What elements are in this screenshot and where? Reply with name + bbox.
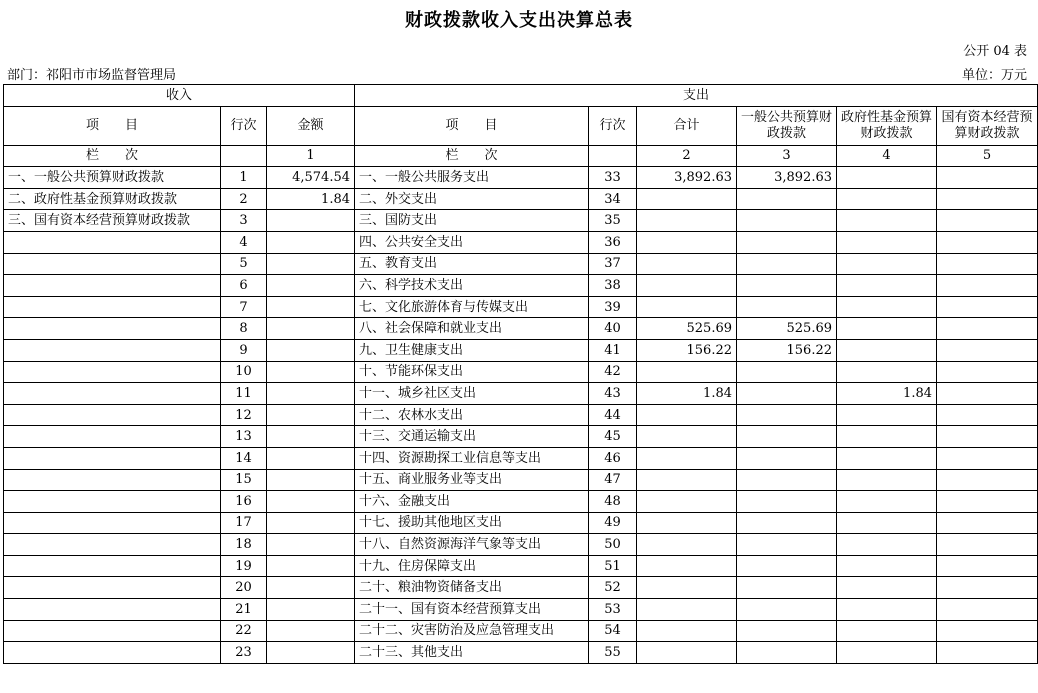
column-number-row	[4, 145, 1038, 167]
income-line-no-cell: 23	[221, 642, 267, 664]
general-budget-cell	[737, 469, 837, 491]
total-header: 合计	[637, 106, 737, 145]
income-amount-cell	[267, 555, 355, 577]
page-title: 财政拨款收入支出决算总表	[405, 10, 633, 31]
general-budget-cell: 3,892.63	[737, 167, 837, 189]
general-budget-cell	[737, 361, 837, 383]
gov-fund-cell	[837, 167, 937, 189]
gov-fund-cell	[837, 491, 937, 513]
income-line-no-cell: 8	[221, 318, 267, 340]
income-line-no-cell: 21	[221, 599, 267, 621]
income-amount-header: 金额	[267, 106, 355, 145]
income-item-cell	[4, 253, 221, 275]
income-item-cell	[4, 469, 221, 491]
income-item-cell	[4, 318, 221, 340]
expense-line-no-cell: 44	[589, 404, 637, 426]
table-row	[4, 404, 1038, 426]
expense-line-no-cell: 48	[589, 491, 637, 513]
expense-line-no-cell: 53	[589, 599, 637, 621]
total-cell	[637, 620, 737, 642]
expense-item-cell: 二、外交支出	[355, 188, 589, 210]
income-item-cell	[4, 361, 221, 383]
gov-fund-cell	[837, 275, 937, 297]
expense-item-cell: 十一、城乡社区支出	[355, 383, 589, 405]
income-item-cell	[4, 620, 221, 642]
expense-item-cell: 十八、自然资源海洋气象等支出	[355, 534, 589, 556]
column-number-4: 4	[837, 145, 937, 167]
table-row	[4, 620, 1038, 642]
general-budget-cell	[737, 642, 837, 664]
state-capital-cell	[937, 361, 1038, 383]
income-amount-cell	[267, 577, 355, 599]
expense-line-no-cell: 47	[589, 469, 637, 491]
income-line-no-cell: 20	[221, 577, 267, 599]
total-cell	[637, 426, 737, 448]
income-line-no-cell: 2	[221, 188, 267, 210]
state-capital-cell	[937, 253, 1038, 275]
income-amount-cell	[267, 383, 355, 405]
expense-item-cell: 十五、商业服务业等支出	[355, 469, 589, 491]
total-cell: 156.22	[637, 339, 737, 361]
gov-fund-header: 政府性基金预算财政拨款	[837, 106, 937, 145]
department-label: 部门：祁阳市市场监督管理局	[7, 68, 177, 83]
income-amount-cell	[267, 296, 355, 318]
gov-fund-cell	[837, 599, 937, 621]
income-line-no-header: 行次	[221, 106, 267, 145]
total-cell	[637, 642, 737, 664]
table-row	[4, 491, 1038, 513]
total-cell	[637, 296, 737, 318]
general-budget-cell	[737, 231, 837, 253]
general-budget-cell	[737, 426, 837, 448]
general-budget-cell	[737, 383, 837, 405]
income-item-cell	[4, 577, 221, 599]
empty-cell	[221, 145, 267, 167]
general-budget-cell	[737, 491, 837, 513]
gov-fund-cell	[837, 534, 937, 556]
income-item-cell	[4, 404, 221, 426]
state-capital-cell	[937, 296, 1038, 318]
general-budget-cell	[737, 253, 837, 275]
expense-item-cell: 五、教育支出	[355, 253, 589, 275]
total-cell	[637, 447, 737, 469]
expense-line-no-cell: 37	[589, 253, 637, 275]
expense-line-no-cell: 55	[589, 642, 637, 664]
expense-line-no-cell: 35	[589, 210, 637, 232]
total-cell	[637, 534, 737, 556]
income-line-no-cell: 4	[221, 231, 267, 253]
gov-fund-cell	[837, 361, 937, 383]
state-capital-cell	[937, 555, 1038, 577]
income-header: 收入	[4, 85, 355, 107]
income-item-header: 项 目	[4, 106, 221, 145]
table-row	[4, 383, 1038, 405]
income-item-cell	[4, 491, 221, 513]
expense-line-no-cell: 49	[589, 512, 637, 534]
income-item-cell	[4, 599, 221, 621]
income-item-cell	[4, 555, 221, 577]
table-row	[4, 231, 1038, 253]
expense-item-cell: 一、一般公共服务支出	[355, 167, 589, 189]
income-line-no-cell: 19	[221, 555, 267, 577]
gov-fund-cell	[837, 426, 937, 448]
table-row	[4, 318, 1038, 340]
income-amount-cell	[267, 426, 355, 448]
total-cell	[637, 555, 737, 577]
state-capital-cell	[937, 491, 1038, 513]
expense-item-cell: 七、文化旅游体育与传媒支出	[355, 296, 589, 318]
total-cell	[637, 231, 737, 253]
table-row	[4, 469, 1038, 491]
state-capital-cell	[937, 426, 1038, 448]
expense-line-no-cell: 38	[589, 275, 637, 297]
income-amount-cell	[267, 275, 355, 297]
expense-item-cell: 四、公共安全支出	[355, 231, 589, 253]
total-cell	[637, 512, 737, 534]
general-budget-cell: 525.69	[737, 318, 837, 340]
general-budget-cell	[737, 577, 837, 599]
expense-line-no-cell: 46	[589, 447, 637, 469]
column-number-2: 2	[637, 145, 737, 167]
income-amount-cell	[267, 534, 355, 556]
table-row	[4, 534, 1038, 556]
gov-fund-cell	[837, 512, 937, 534]
table-row	[4, 339, 1038, 361]
income-amount-cell	[267, 361, 355, 383]
state-capital-cell	[937, 620, 1038, 642]
expense-item-cell: 十三、交通运输支出	[355, 426, 589, 448]
income-item-cell	[4, 231, 221, 253]
income-line-no-cell: 13	[221, 426, 267, 448]
total-cell	[637, 253, 737, 275]
gov-fund-cell: 1.84	[837, 383, 937, 405]
general-budget-cell	[737, 447, 837, 469]
gov-fund-cell	[837, 318, 937, 340]
total-cell	[637, 361, 737, 383]
state-capital-cell	[937, 339, 1038, 361]
gov-fund-cell	[837, 555, 937, 577]
income-amount-cell	[267, 447, 355, 469]
income-amount-cell	[267, 210, 355, 232]
general-budget-cell	[737, 296, 837, 318]
expense-line-no-cell: 36	[589, 231, 637, 253]
income-amount-cell	[267, 512, 355, 534]
table-row	[4, 167, 1038, 189]
state-capital-cell	[937, 318, 1038, 340]
general-budget-cell	[737, 512, 837, 534]
expense-line-no-cell: 33	[589, 167, 637, 189]
table-code: 公开 04 表	[963, 44, 1027, 59]
income-item-cell: 三、国有资本经营预算财政拨款	[4, 210, 221, 232]
general-budget-cell	[737, 404, 837, 426]
income-line-no-cell: 17	[221, 512, 267, 534]
state-capital-cell	[937, 512, 1038, 534]
state-capital-header: 国有资本经营预算财政拨款	[937, 106, 1038, 145]
table-row	[4, 188, 1038, 210]
general-budget-cell	[737, 275, 837, 297]
gov-fund-cell	[837, 188, 937, 210]
gov-fund-cell	[837, 447, 937, 469]
gov-fund-cell	[837, 296, 937, 318]
state-capital-cell	[937, 188, 1038, 210]
empty-cell	[589, 145, 637, 167]
total-cell	[637, 491, 737, 513]
state-capital-cell	[937, 210, 1038, 232]
income-amount-cell	[267, 404, 355, 426]
income-amount-cell	[267, 318, 355, 340]
header-row-2	[4, 106, 1038, 145]
expense-column-label: 栏 次	[355, 145, 589, 167]
expense-header: 支出	[355, 85, 1038, 107]
table-row	[4, 642, 1038, 664]
income-line-no-cell: 9	[221, 339, 267, 361]
expense-line-no-cell: 54	[589, 620, 637, 642]
budget-summary-table	[3, 84, 1038, 664]
state-capital-cell	[937, 642, 1038, 664]
gov-fund-cell	[837, 231, 937, 253]
gov-fund-cell	[837, 210, 937, 232]
expense-item-cell: 十九、住房保障支出	[355, 555, 589, 577]
income-amount-cell	[267, 231, 355, 253]
income-line-no-cell: 12	[221, 404, 267, 426]
unit-label: 单位：万元	[961, 68, 1027, 83]
general-budget-cell	[737, 534, 837, 556]
table-row	[4, 577, 1038, 599]
income-item-cell	[4, 339, 221, 361]
table-row	[4, 447, 1038, 469]
expense-line-no-cell: 52	[589, 577, 637, 599]
total-cell	[637, 404, 737, 426]
table-row	[4, 599, 1038, 621]
income-amount-cell	[267, 642, 355, 664]
state-capital-cell	[937, 447, 1038, 469]
expense-item-cell: 二十一、国有资本经营预算支出	[355, 599, 589, 621]
income-line-no-cell: 5	[221, 253, 267, 275]
total-cell	[637, 210, 737, 232]
table-row	[4, 512, 1038, 534]
column-number-3: 3	[737, 145, 837, 167]
income-amount-cell	[267, 599, 355, 621]
table-row	[4, 253, 1038, 275]
general-budget-cell	[737, 555, 837, 577]
income-line-no-cell: 6	[221, 275, 267, 297]
general-budget-cell	[737, 188, 837, 210]
income-item-cell	[4, 426, 221, 448]
general-budget-cell: 156.22	[737, 339, 837, 361]
general-budget-cell	[737, 210, 837, 232]
income-item-cell	[4, 275, 221, 297]
income-amount-cell	[267, 253, 355, 275]
expense-item-cell: 十七、援助其他地区支出	[355, 512, 589, 534]
income-line-no-cell: 15	[221, 469, 267, 491]
expense-item-cell: 十六、金融支出	[355, 491, 589, 513]
state-capital-cell	[937, 599, 1038, 621]
income-line-no-cell: 3	[221, 210, 267, 232]
expense-item-cell: 十二、农林水支出	[355, 404, 589, 426]
expense-item-cell: 八、社会保障和就业支出	[355, 318, 589, 340]
state-capital-cell	[937, 167, 1038, 189]
income-item-cell	[4, 383, 221, 405]
income-item-cell: 二、政府性基金预算财政拨款	[4, 188, 221, 210]
expense-line-no-cell: 51	[589, 555, 637, 577]
income-line-no-cell: 10	[221, 361, 267, 383]
expense-item-cell: 十、节能环保支出	[355, 361, 589, 383]
income-line-no-cell: 14	[221, 447, 267, 469]
state-capital-cell	[937, 231, 1038, 253]
income-line-no-cell: 7	[221, 296, 267, 318]
income-item-cell	[4, 642, 221, 664]
expense-item-cell: 九、卫生健康支出	[355, 339, 589, 361]
expense-line-no-cell: 41	[589, 339, 637, 361]
expense-item-cell: 三、国防支出	[355, 210, 589, 232]
general-budget-header: 一般公共预算财政拨款	[737, 106, 837, 145]
general-budget-cell	[737, 599, 837, 621]
expense-line-no-cell: 39	[589, 296, 637, 318]
total-cell: 525.69	[637, 318, 737, 340]
table-row	[4, 210, 1038, 232]
income-item-cell	[4, 512, 221, 534]
expense-line-no-cell: 34	[589, 188, 637, 210]
income-line-no-cell: 22	[221, 620, 267, 642]
income-item-cell	[4, 447, 221, 469]
expense-line-no-header: 行次	[589, 106, 637, 145]
income-line-no-cell: 11	[221, 383, 267, 405]
state-capital-cell	[937, 404, 1038, 426]
expense-line-no-cell: 40	[589, 318, 637, 340]
expense-item-cell: 二十二、灾害防治及应急管理支出	[355, 620, 589, 642]
total-cell	[637, 577, 737, 599]
expense-item-cell: 六、科学技术支出	[355, 275, 589, 297]
income-amount-cell: 4,574.54	[267, 167, 355, 189]
state-capital-cell	[937, 383, 1038, 405]
income-amount-cell	[267, 339, 355, 361]
state-capital-cell	[937, 275, 1038, 297]
state-capital-cell	[937, 469, 1038, 491]
gov-fund-cell	[837, 642, 937, 664]
table-row	[4, 361, 1038, 383]
expense-item-cell: 十四、资源勘探工业信息等支出	[355, 447, 589, 469]
income-line-no-cell: 18	[221, 534, 267, 556]
income-amount-cell	[267, 620, 355, 642]
expense-line-no-cell: 42	[589, 361, 637, 383]
income-item-cell	[4, 296, 221, 318]
expense-line-no-cell: 43	[589, 383, 637, 405]
gov-fund-cell	[837, 469, 937, 491]
state-capital-cell	[937, 577, 1038, 599]
general-budget-cell	[737, 620, 837, 642]
header-row-1	[4, 85, 1038, 107]
expense-line-no-cell: 45	[589, 426, 637, 448]
total-cell	[637, 599, 737, 621]
expense-item-header: 项 目	[355, 106, 589, 145]
gov-fund-cell	[837, 404, 937, 426]
gov-fund-cell	[837, 339, 937, 361]
income-line-no-cell: 16	[221, 491, 267, 513]
income-item-cell	[4, 534, 221, 556]
income-amount-cell	[267, 491, 355, 513]
table-row	[4, 426, 1038, 448]
income-item-cell: 一、一般公共预算财政拨款	[4, 167, 221, 189]
income-line-no-cell: 1	[221, 167, 267, 189]
income-amount-cell	[267, 469, 355, 491]
state-capital-cell	[937, 534, 1038, 556]
total-cell	[637, 188, 737, 210]
gov-fund-cell	[837, 620, 937, 642]
gov-fund-cell	[837, 577, 937, 599]
table-row	[4, 296, 1038, 318]
table-row	[4, 275, 1038, 297]
expense-item-cell: 二十三、其他支出	[355, 642, 589, 664]
table-row	[4, 555, 1038, 577]
total-cell: 1.84	[637, 383, 737, 405]
total-cell	[637, 275, 737, 297]
total-cell: 3,892.63	[637, 167, 737, 189]
expense-item-cell: 二十、粮油物资储备支出	[355, 577, 589, 599]
income-amount-cell: 1.84	[267, 188, 355, 210]
total-cell	[637, 469, 737, 491]
column-number-1: 1	[267, 145, 355, 167]
income-column-label: 栏 次	[4, 145, 221, 167]
column-number-5: 5	[937, 145, 1038, 167]
expense-line-no-cell: 50	[589, 534, 637, 556]
gov-fund-cell	[837, 253, 937, 275]
